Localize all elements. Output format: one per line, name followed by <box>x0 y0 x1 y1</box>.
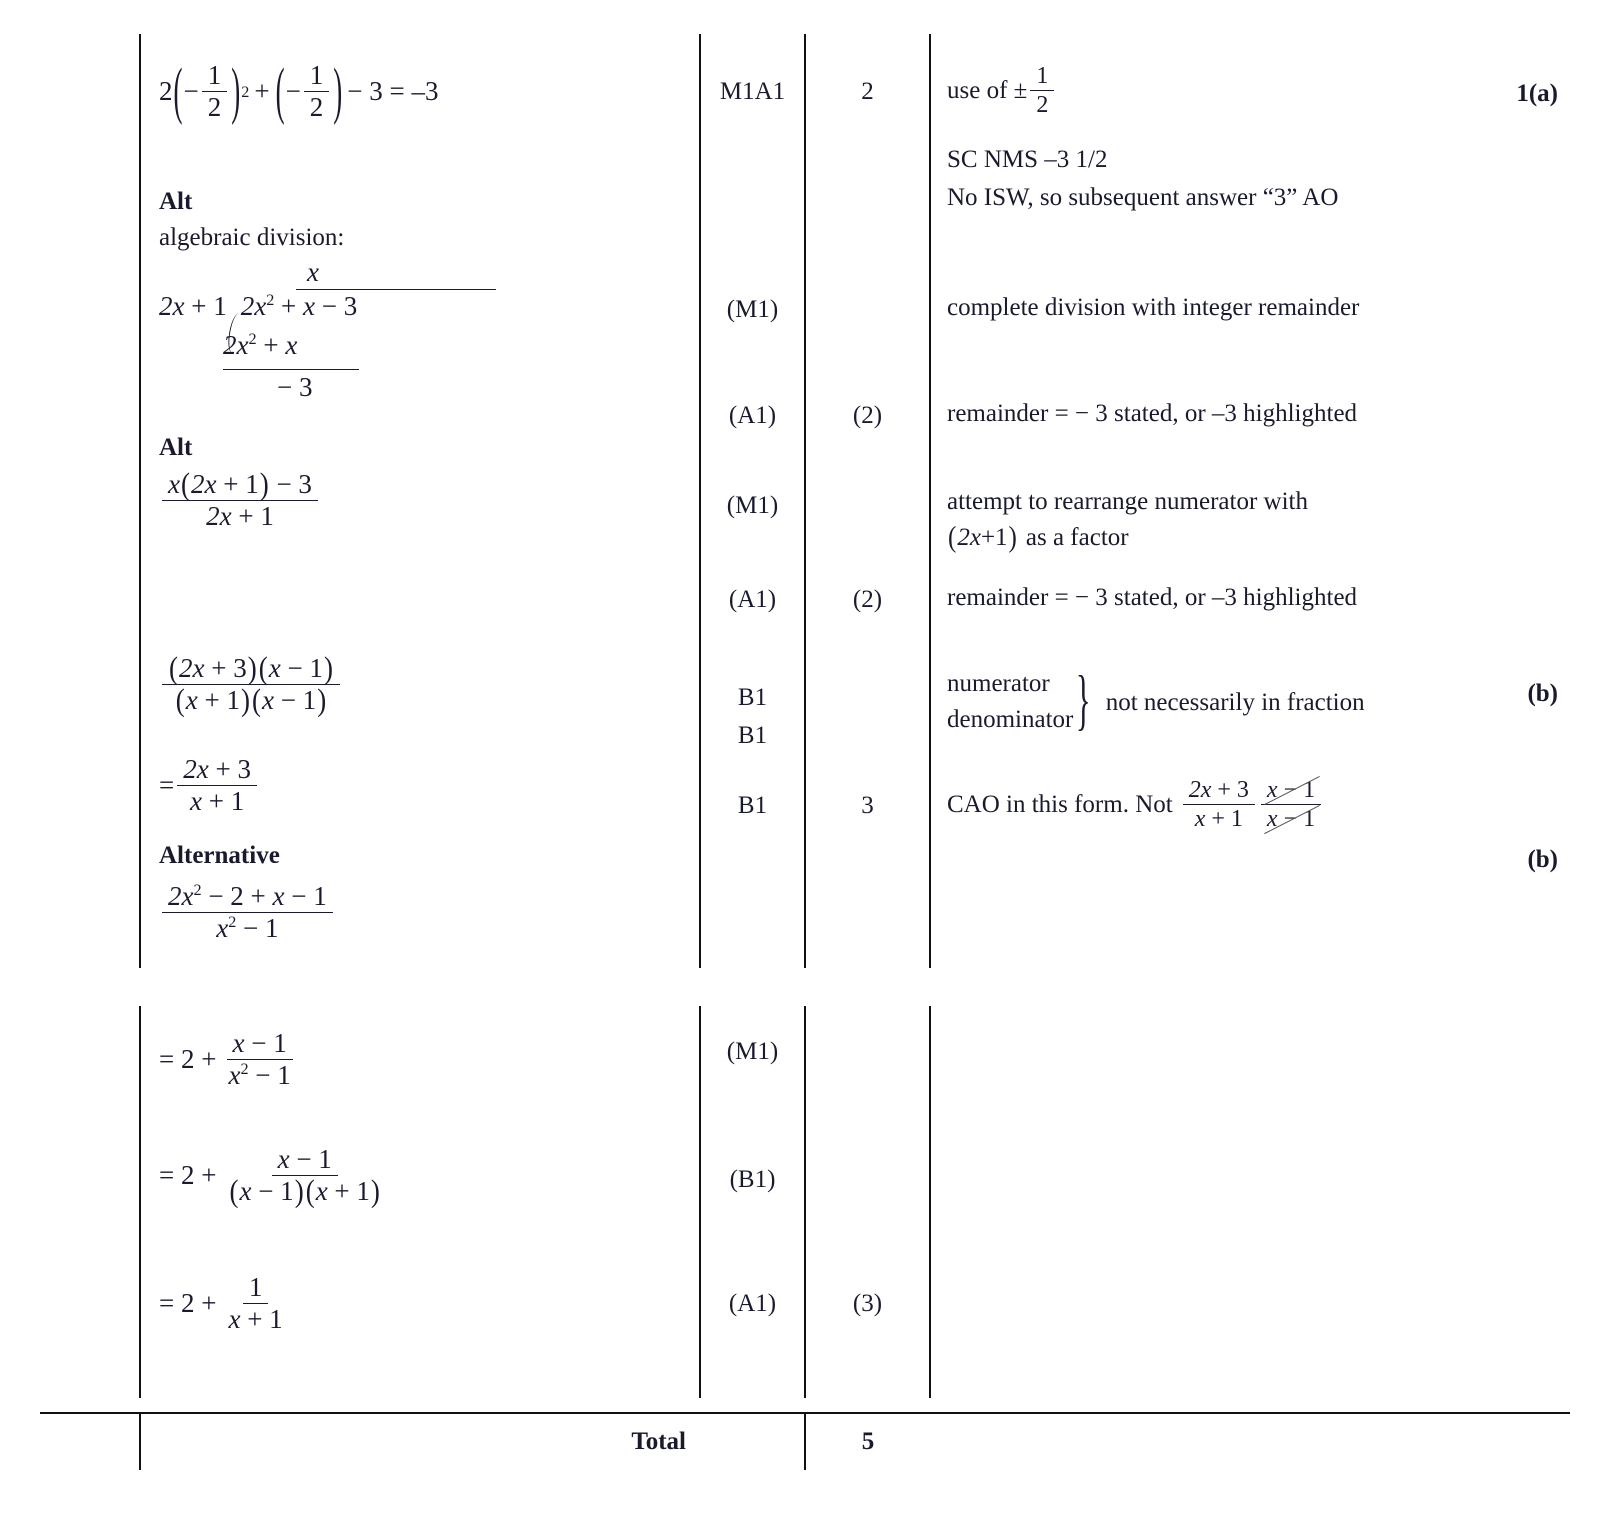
fraction-numerator: x − 1 <box>227 1030 293 1060</box>
mark-code-m1a1: M1A1 <box>719 78 786 105</box>
mark-code-a1-balt: (A1) <box>728 1290 777 1317</box>
mark-total-cell <box>805 34 930 968</box>
comment-text: use of ± <box>947 77 1028 104</box>
close-paren-icon: ) <box>333 55 343 126</box>
fraction-numerator: 1 <box>304 62 330 92</box>
division-divisor: 2x + 1 <box>159 291 227 321</box>
fraction-denominator-cancelled: x − 1 <box>1266 806 1316 832</box>
mark-scheme-block-upper <box>0 34 1570 968</box>
fraction-denominator: x + 1 <box>1194 806 1243 832</box>
table-row <box>40 1006 1570 1398</box>
mark-code-m1-alt2: (M1) <box>726 492 779 519</box>
mark-total-2b: (2) <box>852 586 883 613</box>
table-row <box>40 34 1570 968</box>
fraction-denominator: 2x + 1 <box>206 501 274 531</box>
working-cell <box>140 34 700 968</box>
mark-code-b1-2: B1 <box>737 722 768 749</box>
fraction-denominator: ( x + 1 ) ( x − 1 ) <box>175 682 327 718</box>
comment-remainder-2: remainder = − 3 stated, or –3 highlighted <box>947 584 1358 611</box>
question-label-b-first: (b) <box>1527 680 1558 707</box>
fraction-denominator: x + 1 <box>228 1304 283 1334</box>
comments-cell <box>930 34 1570 968</box>
fraction-numerator: 1 <box>202 62 228 92</box>
comment-text: CAO in this form. Not <box>947 791 1173 818</box>
mark-scheme-total-table <box>40 1412 1570 1470</box>
alt-label-2: Alt <box>159 434 193 461</box>
fraction-numerator: 2x + 3 <box>1183 778 1255 805</box>
alt-label-1: Alt <box>159 188 193 215</box>
alternative-label: Alternative <box>159 842 280 869</box>
mark-total-2: 2 <box>861 78 874 105</box>
mark-code-cell <box>700 1006 805 1398</box>
fraction-denominator: $x^2 - 1$ <box>216 913 279 943</box>
mark-code-a1-alt2: (A1) <box>728 586 777 613</box>
expression-b-alt-line2 <box>159 1030 300 1089</box>
comment-denominator: denominator <box>947 706 1074 734</box>
expression-b-line1 <box>159 650 343 718</box>
expression-tail: − 3 = –3 <box>347 76 439 106</box>
mark-scheme-total-block <box>0 1412 1570 1470</box>
fraction-numerator: 1 <box>243 1274 269 1304</box>
division-quotient: x <box>307 257 319 287</box>
expression-1a: 2 ( − $\frac{1}{2}$ ) 2 + ( − $\frac{1}{2}$ ) − 3 = –3 <box>159 55 439 126</box>
fraction-numerator: $2x^2 - 2 + x - 1$ <box>162 883 333 913</box>
mark-scheme-table-upper <box>40 34 1570 968</box>
expression-b-alt-line1 <box>159 882 336 942</box>
expression-b-alt-line4 <box>159 1274 292 1333</box>
mark-total-cell <box>805 1006 930 1398</box>
mark-code-m1-alt1: (M1) <box>726 296 779 323</box>
fraction-denominator: $x^2 - 1$ <box>228 1060 291 1090</box>
question-label-1a: 1(a) <box>1516 80 1558 107</box>
question-label-b-second: (b) <box>1527 846 1558 873</box>
mark-code-a1-alt1: (A1) <box>728 402 777 429</box>
fraction-denominator: 2 <box>207 92 222 122</box>
expression-lead: = 2 + <box>159 1044 217 1074</box>
comment-complete-division: complete division with integer remainder <box>947 294 1360 321</box>
division-underline <box>223 369 359 370</box>
fraction-denominator: x + 1 <box>189 786 245 816</box>
fraction-numerator: 2x + 3 <box>177 756 257 786</box>
question-number-cell <box>40 1006 140 1398</box>
comment-cao <box>947 778 1324 831</box>
mark-total-3b: (3) <box>852 1290 883 1317</box>
algebraic-division-caption: algebraic division: <box>159 224 345 251</box>
fraction-numerator: x ( 2x + 1 ) − 3 <box>162 471 318 501</box>
fraction-denominator: ( x − 1 ) ( x + 1 ) <box>229 1173 380 1209</box>
comment-numerator: numerator <box>947 670 1050 697</box>
mark-code-b1-3: B1 <box>737 792 768 819</box>
division-dividend: $2x^2 + x - 3$ <box>240 291 358 321</box>
comment-rearrange-line2: ( 2x +1 ) as a factor <box>948 521 1129 554</box>
equals-sign: = <box>159 770 175 800</box>
comment-text: as a factor <box>1025 524 1129 551</box>
comment-use-of <box>947 64 1057 117</box>
expression-b-alt-line3 <box>159 1144 390 1209</box>
working-cell <box>140 1006 700 1398</box>
mark-code-m1-balt: (M1) <box>726 1038 779 1065</box>
coefficient: 2 <box>159 76 173 106</box>
comment-sc-nms: SC NMS –3 1/2 <box>947 146 1108 173</box>
comments-cell <box>930 1006 1570 1398</box>
fraction-numerator-cancelled: x − 1 <box>1261 778 1321 805</box>
open-paren-icon: ( <box>275 55 285 126</box>
long-division <box>159 256 359 404</box>
mark-code-b1-1: B1 <box>737 684 768 711</box>
fraction-numerator: x − 1 <box>272 1146 338 1176</box>
total-row-spacer <box>40 1413 140 1470</box>
mark-code-cell <box>700 34 805 968</box>
open-paren-icon: ( <box>173 55 183 126</box>
close-paren-icon: ) <box>231 55 241 126</box>
comment-brace-group <box>947 663 1365 739</box>
expression-lead: = 2 + <box>159 1160 217 1190</box>
total-value: 5 <box>805 1413 930 1470</box>
mark-scheme-table-lower <box>40 1006 1570 1398</box>
expression-alt2 <box>159 466 321 531</box>
fraction-denominator: 2 <box>1036 92 1049 118</box>
expression-lead: = 2 + <box>159 1288 217 1318</box>
fraction-numerator: 1 <box>1030 64 1054 91</box>
total-row <box>40 1413 1570 1470</box>
expression-b-line2 <box>159 756 260 815</box>
mark-total-3: 3 <box>861 792 874 819</box>
division-subtrahend: $2x^2 + x$ <box>223 329 298 360</box>
mark-scheme-block-lower <box>0 1006 1570 1398</box>
fraction-denominator: 2 <box>309 92 324 122</box>
mark-total-2a: (2) <box>852 402 883 429</box>
mark-code-b1-balt: (B1) <box>729 1166 776 1193</box>
total-label: Total <box>140 1413 700 1470</box>
total-mark-blank <box>700 1413 805 1470</box>
curly-brace-icon: } <box>1076 663 1091 738</box>
comment-remainder-1: remainder = − 3 stated, or –3 highlighted <box>947 400 1358 427</box>
fraction-numerator: ( 2x + 3 ) ( x − 1 ) <box>162 655 340 685</box>
comment-rearrange-line1: attempt to rearrange numerator with <box>947 488 1308 515</box>
comment-no-isw: No ISW, so subsequent answer “3” AO <box>947 184 1339 211</box>
division-remainder: − 3 <box>277 371 313 402</box>
comment-not-necessarily: not necessarily in fraction <box>1105 688 1365 716</box>
total-comments-blank <box>930 1413 1570 1470</box>
